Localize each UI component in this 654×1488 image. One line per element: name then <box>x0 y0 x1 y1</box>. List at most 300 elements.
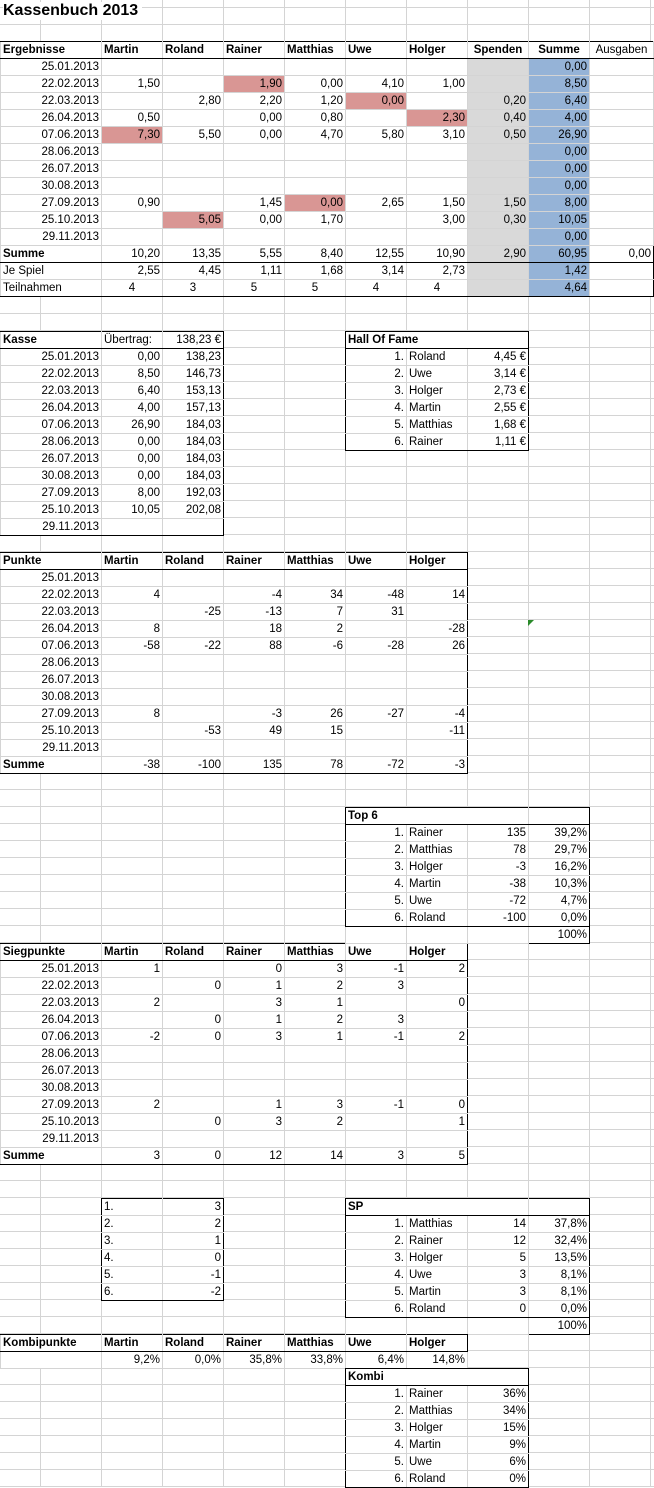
value-cell[interactable]: 2 <box>285 1012 346 1029</box>
rank-points[interactable]: -3 <box>468 859 529 876</box>
date-cell[interactable]: 28.06.2013 <box>1 1046 102 1063</box>
value-cell[interactable]: 3 <box>285 1097 346 1114</box>
value-cell[interactable]: 1,50 <box>407 195 468 212</box>
spenden-cell[interactable]: 0,50 <box>468 127 529 144</box>
player-header[interactable]: Holger <box>407 944 468 961</box>
summe-total[interactable]: 60,95 <box>529 246 590 263</box>
player-name[interactable]: Rainer <box>407 434 468 451</box>
player-header[interactable]: Rainer <box>224 42 285 59</box>
value-cell[interactable] <box>346 178 407 195</box>
value-cell[interactable]: -25 <box>163 604 224 621</box>
summe-value[interactable]: 8,40 <box>285 246 346 263</box>
value-cell[interactable] <box>285 570 346 587</box>
date-cell[interactable]: 07.06.2013 <box>1 127 102 144</box>
date-cell[interactable]: 29.11.2013 <box>1 519 102 536</box>
percent-total[interactable]: 100% <box>529 1318 590 1335</box>
value-cell[interactable]: -22 <box>163 638 224 655</box>
kassenstand-cell[interactable]: 184,03 <box>163 417 224 434</box>
rank-value[interactable]: 3,14 € <box>468 366 529 383</box>
player-header[interactable]: Rainer <box>224 553 285 570</box>
value-cell[interactable] <box>346 59 407 76</box>
kassenstand-cell[interactable]: 184,03 <box>163 451 224 468</box>
value-cell[interactable] <box>407 144 468 161</box>
einnahme-cell[interactable]: 0,00 <box>102 434 163 451</box>
value-cell[interactable] <box>346 740 407 757</box>
rank-number[interactable]: 3. <box>346 1250 407 1267</box>
je-spiel-row-label[interactable]: Je Spiel <box>1 263 102 280</box>
summe-value[interactable]: 3 <box>346 1148 407 1165</box>
value-cell[interactable]: 3 <box>163 280 224 297</box>
date-cell[interactable]: 25.10.2013 <box>1 212 102 229</box>
value-cell[interactable]: 1,00 <box>407 76 468 93</box>
rank-percent[interactable]: 39,2% <box>529 825 590 842</box>
value-cell[interactable] <box>102 740 163 757</box>
uebertrag-value[interactable]: 138,23 € <box>163 332 224 349</box>
player-header[interactable]: Roland <box>163 944 224 961</box>
teilnahmen-row-label[interactable]: Teilnahmen <box>1 280 102 297</box>
rank-points[interactable]: 3 <box>163 1199 224 1216</box>
value-cell[interactable]: 2 <box>407 1029 468 1046</box>
date-cell[interactable]: 22.03.2013 <box>1 383 102 400</box>
summe-cell[interactable]: 8,50 <box>529 76 590 93</box>
kombi-percent[interactable]: 33,8% <box>285 1352 346 1369</box>
player-name[interactable]: Martin <box>407 1437 468 1454</box>
value-cell[interactable] <box>407 689 468 706</box>
ausgaben-cell[interactable] <box>590 195 654 212</box>
kassenstand-cell[interactable]: 138,23 <box>163 349 224 366</box>
date-cell[interactable]: 22.03.2013 <box>1 604 102 621</box>
player-name[interactable]: Uwe <box>407 366 468 383</box>
spenden-cell[interactable]: 0,40 <box>468 110 529 127</box>
siegpunkte-table-label[interactable]: Siegpunkte <box>1 944 102 961</box>
value-cell[interactable] <box>163 621 224 638</box>
rank-number[interactable]: 6. <box>346 1471 407 1488</box>
rank-number[interactable]: 5. <box>346 1454 407 1471</box>
player-header[interactable]: Matthias <box>285 553 346 570</box>
rank-number[interactable]: 1. <box>346 349 407 366</box>
spenden-cell[interactable] <box>468 161 529 178</box>
value-cell[interactable] <box>102 655 163 672</box>
value-cell[interactable] <box>224 161 285 178</box>
value-cell[interactable]: 8 <box>102 706 163 723</box>
rank-percent[interactable]: 8,1% <box>529 1267 590 1284</box>
player-header[interactable]: Martin <box>102 553 163 570</box>
value-cell[interactable]: 2,73 <box>407 263 468 280</box>
value-cell[interactable]: 1,50 <box>102 76 163 93</box>
einnahme-cell[interactable]: 0,00 <box>102 468 163 485</box>
ausgaben-cell[interactable] <box>590 76 654 93</box>
spenden-cell[interactable] <box>468 76 529 93</box>
player-header[interactable]: Holger <box>407 553 468 570</box>
rank-number[interactable]: 6. <box>102 1284 163 1301</box>
summe-value[interactable]: 10,20 <box>102 246 163 263</box>
value-cell[interactable]: -4 <box>224 587 285 604</box>
date-cell[interactable]: 22.03.2013 <box>1 93 102 110</box>
value-cell[interactable]: 0 <box>163 1029 224 1046</box>
value-cell[interactable]: 1,68 <box>285 263 346 280</box>
rank-points[interactable]: 3 <box>468 1284 529 1301</box>
player-name[interactable]: Martin <box>407 1284 468 1301</box>
value-cell[interactable] <box>224 689 285 706</box>
value-cell[interactable]: 1 <box>224 1012 285 1029</box>
value-cell[interactable] <box>346 723 407 740</box>
value-cell[interactable] <box>163 570 224 587</box>
rank-percent[interactable]: 13,5% <box>529 1250 590 1267</box>
value-cell[interactable]: 0 <box>163 978 224 995</box>
value-cell[interactable]: 2 <box>285 978 346 995</box>
summe-value[interactable]: -38 <box>102 757 163 774</box>
date-cell[interactable]: 26.07.2013 <box>1 1063 102 1080</box>
value-cell[interactable]: 0,00 <box>285 76 346 93</box>
value-cell[interactable] <box>407 672 468 689</box>
value-cell[interactable] <box>346 1046 407 1063</box>
value-cell[interactable] <box>163 229 224 246</box>
value-cell[interactable]: 4 <box>102 587 163 604</box>
top6-table-label[interactable]: Top 6 <box>346 808 529 825</box>
value-cell[interactable]: 0 <box>407 995 468 1012</box>
value-cell[interactable]: 3 <box>346 978 407 995</box>
kasse-label[interactable]: Kasse <box>1 332 102 349</box>
value-cell[interactable] <box>407 1046 468 1063</box>
einnahme-cell[interactable]: 4,00 <box>102 400 163 417</box>
date-cell[interactable]: 28.06.2013 <box>1 144 102 161</box>
ausgaben-total[interactable]: 0,00 <box>590 246 654 263</box>
player-name[interactable]: Holger <box>407 859 468 876</box>
summe-cell[interactable]: 6,40 <box>529 93 590 110</box>
value-cell[interactable] <box>224 1046 285 1063</box>
value-cell[interactable] <box>407 604 468 621</box>
value-cell[interactable]: 1 <box>285 1029 346 1046</box>
summe-label[interactable]: Summe <box>1 1148 102 1165</box>
value-cell[interactable] <box>224 1131 285 1148</box>
kombipunkte-label[interactable]: Kombipunkte <box>1 1335 102 1352</box>
cell[interactable] <box>468 927 529 944</box>
value-cell[interactable]: 4 <box>346 280 407 297</box>
date-cell[interactable]: 25.01.2013 <box>1 961 102 978</box>
value-cell[interactable]: 14 <box>407 587 468 604</box>
date-cell[interactable]: 26.04.2013 <box>1 400 102 417</box>
value-cell[interactable]: -2 <box>102 1029 163 1046</box>
kombi-label[interactable]: Kombi <box>346 1369 529 1386</box>
value-cell[interactable] <box>285 672 346 689</box>
value-cell[interactable]: 3,10 <box>407 127 468 144</box>
value-cell[interactable]: 5,80 <box>346 127 407 144</box>
value-cell[interactable]: 8 <box>102 621 163 638</box>
value-cell[interactable]: 0,00 <box>224 127 285 144</box>
value-cell[interactable]: 0,00 <box>285 195 346 212</box>
value-cell[interactable]: 4,10 <box>346 76 407 93</box>
rank-percent[interactable]: 4,7% <box>529 893 590 910</box>
value-cell[interactable]: 3 <box>224 1114 285 1131</box>
value-cell[interactable] <box>346 672 407 689</box>
player-header[interactable]: Roland <box>163 1335 224 1352</box>
value-cell[interactable] <box>346 655 407 672</box>
value-cell[interactable]: 26 <box>407 638 468 655</box>
summe-value[interactable]: 5 <box>407 1148 468 1165</box>
rank-number[interactable]: 5. <box>346 893 407 910</box>
value-cell[interactable]: 0 <box>407 1097 468 1114</box>
date-cell[interactable]: 29.11.2013 <box>1 1131 102 1148</box>
rank-number[interactable]: 3. <box>346 1420 407 1437</box>
rank-percent[interactable]: 0,0% <box>529 1301 590 1318</box>
value-cell[interactable]: 3 <box>346 1012 407 1029</box>
rank-number[interactable]: 4. <box>102 1250 163 1267</box>
rank-number[interactable]: 2. <box>102 1216 163 1233</box>
value-cell[interactable] <box>285 144 346 161</box>
value-cell[interactable] <box>346 1080 407 1097</box>
value-cell[interactable] <box>285 1046 346 1063</box>
rank-percent[interactable]: 6% <box>468 1454 529 1471</box>
ausgaben-cell[interactable] <box>590 161 654 178</box>
value-cell[interactable]: 2 <box>285 621 346 638</box>
kombi-percent[interactable]: 35,8% <box>224 1352 285 1369</box>
einnahme-cell[interactable]: 8,50 <box>102 366 163 383</box>
rank-number[interactable]: 6. <box>346 910 407 927</box>
rank-percent[interactable]: 0% <box>468 1471 529 1488</box>
player-header[interactable]: Uwe <box>346 553 407 570</box>
rank-points[interactable]: -100 <box>468 910 529 927</box>
player-header[interactable]: Matthias <box>285 1335 346 1352</box>
rank-points[interactable]: -38 <box>468 876 529 893</box>
rank-number[interactable]: 2. <box>346 366 407 383</box>
value-cell[interactable]: 15 <box>285 723 346 740</box>
player-header[interactable]: Rainer <box>224 944 285 961</box>
date-cell[interactable]: 07.06.2013 <box>1 417 102 434</box>
ausgaben-cell[interactable] <box>590 263 654 280</box>
player-name[interactable]: Roland <box>407 1471 468 1488</box>
einnahme-cell[interactable]: 26,90 <box>102 417 163 434</box>
value-cell[interactable]: 0 <box>163 1114 224 1131</box>
rank-points[interactable]: 2 <box>163 1216 224 1233</box>
value-cell[interactable]: 3 <box>224 1029 285 1046</box>
date-cell[interactable]: 30.08.2013 <box>1 689 102 706</box>
rank-points[interactable]: 5 <box>468 1250 529 1267</box>
value-cell[interactable]: -28 <box>346 638 407 655</box>
player-header[interactable]: Holger <box>407 1335 468 1352</box>
summe-value[interactable]: 5,55 <box>224 246 285 263</box>
einnahme-cell[interactable]: 0,00 <box>102 451 163 468</box>
value-cell[interactable] <box>346 1131 407 1148</box>
rank-number[interactable]: 2. <box>346 1233 407 1250</box>
ausgaben-cell[interactable] <box>590 59 654 76</box>
value-cell[interactable] <box>102 978 163 995</box>
rank-number[interactable]: 5. <box>102 1267 163 1284</box>
player-name[interactable]: Uwe <box>407 893 468 910</box>
value-cell[interactable]: -1 <box>346 1097 407 1114</box>
rank-percent[interactable]: 32,4% <box>529 1233 590 1250</box>
value-cell[interactable] <box>285 161 346 178</box>
rank-value[interactable]: 1,11 € <box>468 434 529 451</box>
kassenstand-cell[interactable]: 192,03 <box>163 485 224 502</box>
punkte-table-label[interactable]: Punkte <box>1 553 102 570</box>
date-cell[interactable]: 27.09.2013 <box>1 485 102 502</box>
rank-number[interactable]: 1. <box>102 1199 163 1216</box>
value-cell[interactable] <box>163 740 224 757</box>
ausgaben-cell[interactable] <box>590 110 654 127</box>
value-cell[interactable]: 7 <box>285 604 346 621</box>
value-cell[interactable] <box>163 655 224 672</box>
ausgaben-cell[interactable] <box>590 93 654 110</box>
value-cell[interactable]: 1 <box>285 995 346 1012</box>
value-cell[interactable] <box>407 59 468 76</box>
einnahme-cell[interactable]: 10,05 <box>102 502 163 519</box>
date-cell[interactable]: 26.04.2013 <box>1 621 102 638</box>
date-cell[interactable]: 22.02.2013 <box>1 587 102 604</box>
value-cell[interactable] <box>285 1080 346 1097</box>
date-cell[interactable]: 22.03.2013 <box>1 995 102 1012</box>
value-cell[interactable] <box>407 570 468 587</box>
date-cell[interactable]: 26.04.2013 <box>1 1012 102 1029</box>
value-cell[interactable]: -53 <box>163 723 224 740</box>
player-header[interactable]: Matthias <box>285 944 346 961</box>
value-cell[interactable] <box>102 93 163 110</box>
spenden-cell[interactable] <box>468 263 529 280</box>
value-cell[interactable] <box>163 1131 224 1148</box>
value-cell[interactable] <box>102 229 163 246</box>
cell[interactable] <box>468 1318 529 1335</box>
value-cell[interactable] <box>163 1080 224 1097</box>
value-cell[interactable] <box>102 1131 163 1148</box>
player-name[interactable]: Rainer <box>407 1386 468 1403</box>
value-cell[interactable] <box>407 93 468 110</box>
value-cell[interactable]: 1 <box>407 1114 468 1131</box>
cell[interactable] <box>1 1352 102 1369</box>
value-cell[interactable]: 4,45 <box>163 263 224 280</box>
player-header[interactable]: Holger <box>407 42 468 59</box>
einnahme-cell[interactable]: 6,40 <box>102 383 163 400</box>
rank-percent[interactable]: 37,8% <box>529 1216 590 1233</box>
summe-cell[interactable]: 0,00 <box>529 178 590 195</box>
value-cell[interactable] <box>163 59 224 76</box>
rank-percent[interactable]: 36% <box>468 1386 529 1403</box>
date-cell[interactable]: 28.06.2013 <box>1 434 102 451</box>
date-cell[interactable]: 30.08.2013 <box>1 468 102 485</box>
summe-cell[interactable]: 0,00 <box>529 161 590 178</box>
value-cell[interactable]: 3 <box>285 961 346 978</box>
player-header[interactable]: Matthias <box>285 42 346 59</box>
value-cell[interactable] <box>163 161 224 178</box>
value-cell[interactable]: 2 <box>285 1114 346 1131</box>
player-header[interactable]: Roland <box>163 42 224 59</box>
value-cell[interactable]: 2,20 <box>224 93 285 110</box>
value-cell[interactable]: 1 <box>224 1097 285 1114</box>
value-cell[interactable] <box>224 229 285 246</box>
date-cell[interactable]: 29.11.2013 <box>1 740 102 757</box>
value-cell[interactable]: -3 <box>224 706 285 723</box>
value-cell[interactable]: 1,45 <box>224 195 285 212</box>
player-name[interactable]: Roland <box>407 910 468 927</box>
einnahme-cell[interactable] <box>102 519 163 536</box>
einnahme-cell[interactable]: 8,00 <box>102 485 163 502</box>
value-cell[interactable] <box>102 672 163 689</box>
player-name[interactable]: Roland <box>407 1301 468 1318</box>
kombi-percent[interactable]: 0,0% <box>163 1352 224 1369</box>
value-cell[interactable]: 5 <box>285 280 346 297</box>
value-cell[interactable] <box>285 178 346 195</box>
value-cell[interactable]: 5,50 <box>163 127 224 144</box>
rank-number[interactable]: 4. <box>346 1437 407 1454</box>
summe-value[interactable]: 78 <box>285 757 346 774</box>
player-name[interactable]: Holger <box>407 383 468 400</box>
date-cell[interactable]: 29.11.2013 <box>1 229 102 246</box>
value-cell[interactable]: 2 <box>102 995 163 1012</box>
date-cell[interactable]: 25.10.2013 <box>1 723 102 740</box>
value-cell[interactable]: -48 <box>346 587 407 604</box>
value-cell[interactable] <box>163 76 224 93</box>
value-cell[interactable] <box>346 144 407 161</box>
value-cell[interactable]: 1,90 <box>224 76 285 93</box>
summe-value[interactable]: -3 <box>407 757 468 774</box>
value-cell[interactable] <box>285 1131 346 1148</box>
rank-percent[interactable]: 10,3% <box>529 876 590 893</box>
value-cell[interactable] <box>163 178 224 195</box>
value-cell[interactable]: -1 <box>346 1029 407 1046</box>
rank-value[interactable]: 2,55 € <box>468 400 529 417</box>
summe-value[interactable]: -72 <box>346 757 407 774</box>
value-cell[interactable] <box>407 1063 468 1080</box>
value-cell[interactable]: 5,05 <box>163 212 224 229</box>
rank-value[interactable]: 2,73 € <box>468 383 529 400</box>
value-cell[interactable] <box>163 195 224 212</box>
summe-cell[interactable]: 8,00 <box>529 195 590 212</box>
value-cell[interactable] <box>163 587 224 604</box>
player-header[interactable]: Uwe <box>346 1335 407 1352</box>
summe-header[interactable]: Summe <box>529 42 590 59</box>
value-cell[interactable] <box>224 1080 285 1097</box>
kassenstand-cell[interactable]: 184,03 <box>163 468 224 485</box>
value-cell[interactable]: -13 <box>224 604 285 621</box>
value-cell[interactable]: 1 <box>102 961 163 978</box>
rank-percent[interactable]: 34% <box>468 1403 529 1420</box>
value-cell[interactable] <box>407 161 468 178</box>
value-cell[interactable]: 34 <box>285 587 346 604</box>
value-cell[interactable] <box>102 59 163 76</box>
date-cell[interactable]: 22.02.2013 <box>1 76 102 93</box>
value-cell[interactable] <box>102 570 163 587</box>
value-cell[interactable] <box>102 212 163 229</box>
rank-points[interactable]: 0 <box>468 1301 529 1318</box>
kombi-percent[interactable]: 9,2% <box>102 1352 163 1369</box>
value-cell[interactable]: 3,14 <box>346 263 407 280</box>
value-cell[interactable]: 2,65 <box>346 195 407 212</box>
date-cell[interactable]: 07.06.2013 <box>1 1029 102 1046</box>
value-cell[interactable]: -27 <box>346 706 407 723</box>
rank-number[interactable]: 6. <box>346 434 407 451</box>
rank-value[interactable]: 1,68 € <box>468 417 529 434</box>
rank-number[interactable]: 2. <box>346 1403 407 1420</box>
value-cell[interactable]: -11 <box>407 723 468 740</box>
date-cell[interactable]: 26.04.2013 <box>1 110 102 127</box>
value-cell[interactable] <box>285 689 346 706</box>
value-cell[interactable] <box>163 672 224 689</box>
value-cell[interactable]: 2,30 <box>407 110 468 127</box>
player-name[interactable]: Holger <box>407 1420 468 1437</box>
date-cell[interactable]: 30.08.2013 <box>1 1080 102 1097</box>
spenden-cell[interactable]: 0,30 <box>468 212 529 229</box>
value-cell[interactable] <box>102 1046 163 1063</box>
rank-percent[interactable]: 15% <box>468 1420 529 1437</box>
rank-percent[interactable]: 9% <box>468 1437 529 1454</box>
summe-cell[interactable]: 26,90 <box>529 127 590 144</box>
value-cell[interactable] <box>346 1114 407 1131</box>
spenden-cell[interactable]: 0,20 <box>468 93 529 110</box>
player-name[interactable]: Matthias <box>407 1403 468 1420</box>
value-cell[interactable]: 4,70 <box>285 127 346 144</box>
spenden-cell[interactable] <box>468 229 529 246</box>
value-cell[interactable] <box>224 59 285 76</box>
value-cell[interactable] <box>224 570 285 587</box>
rank-number[interactable]: 4. <box>346 1267 407 1284</box>
